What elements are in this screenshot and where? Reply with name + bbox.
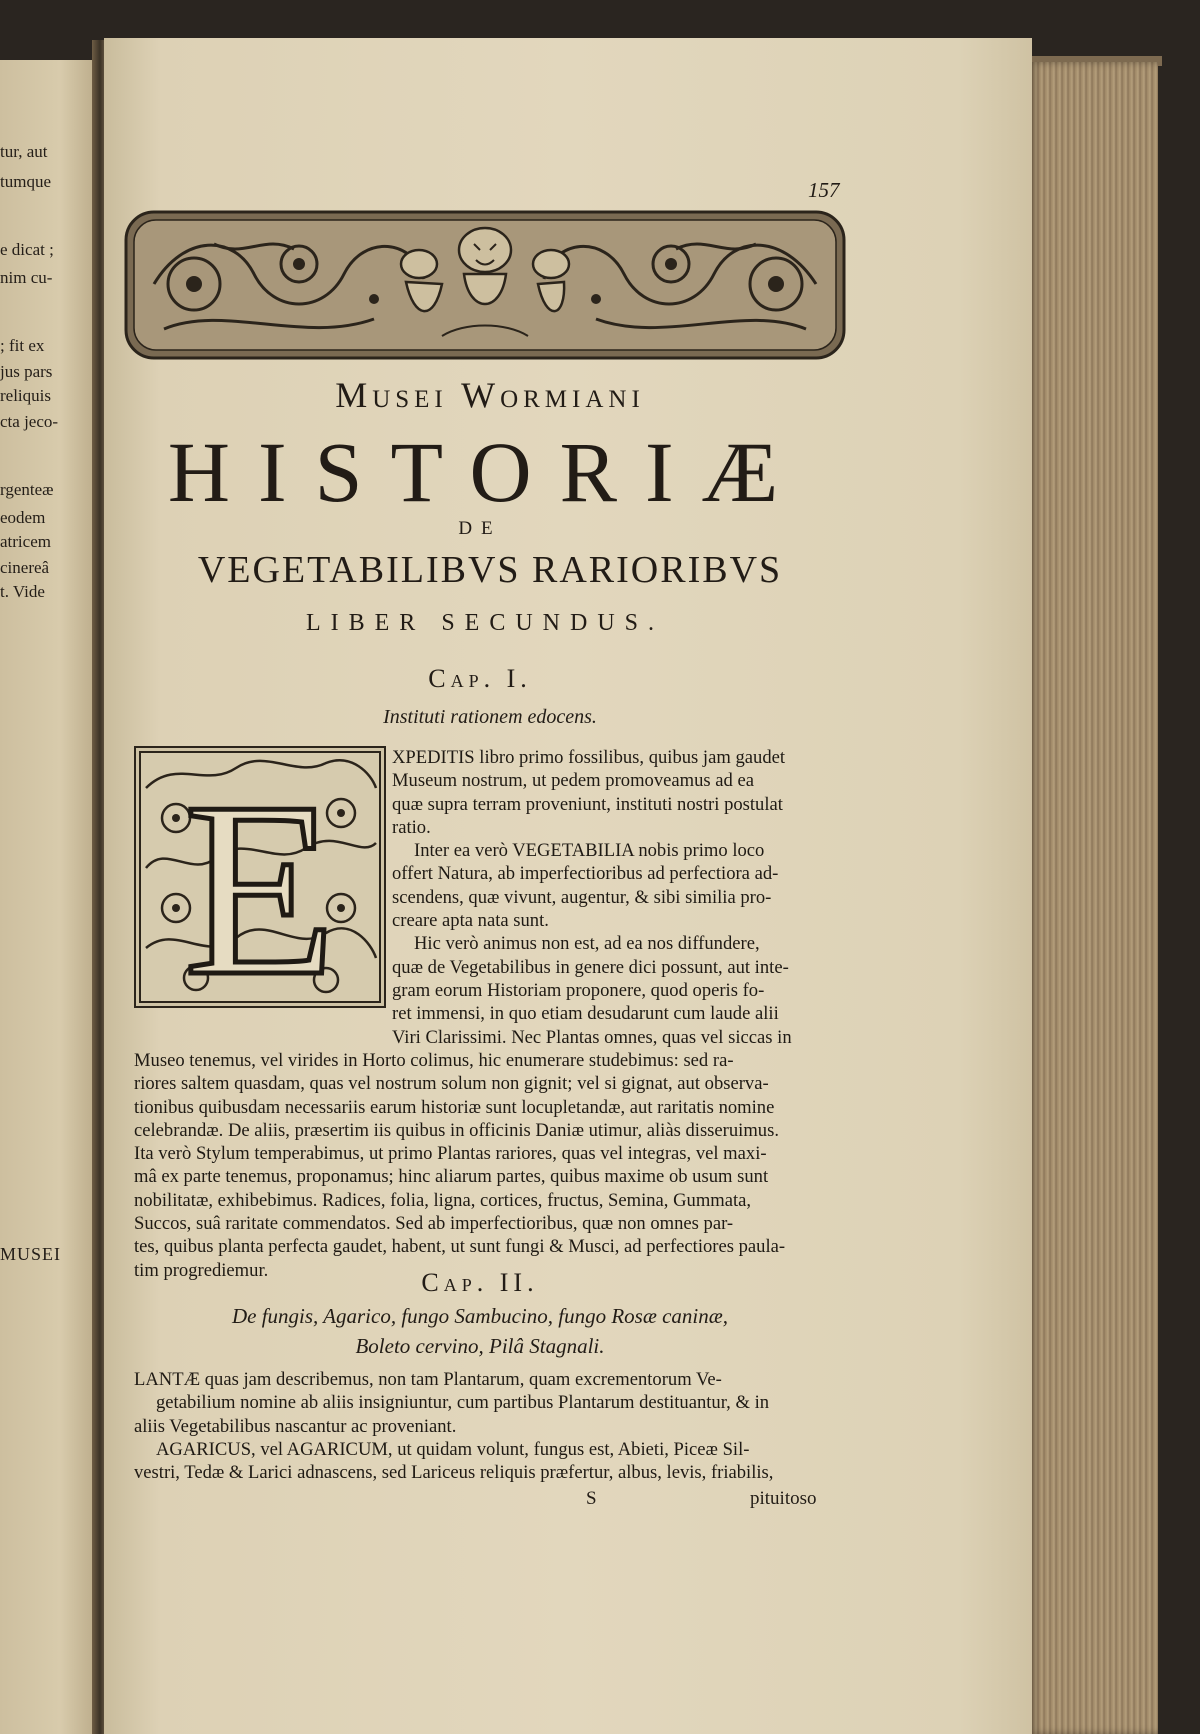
title-book: LIBER SECUNDUS. bbox=[305, 610, 665, 636]
signature-mark: S bbox=[586, 1488, 597, 1509]
left-page bbox=[0, 60, 100, 1734]
chapter2-subtitle-line1: De fungis, Agarico, fungo Sambucino, fungo Rosæ caninæ, bbox=[231, 1304, 728, 1328]
text-line: quæ supra terram proveniunt, instituti nostri postulat bbox=[392, 793, 783, 815]
text-line: getabilium nomine ab aliis insigniuntur, cum partibus Plantarum destituantur, & in bbox=[156, 1392, 770, 1414]
left-fragment: ; fit ex bbox=[0, 336, 45, 355]
text-line: ret immensi, in quo etiam desudarunt cum laude alii bbox=[392, 1003, 779, 1025]
left-fragment: t. Vide bbox=[0, 582, 45, 601]
text-line: creare apta nata sunt. bbox=[392, 910, 549, 932]
floral-initial-ornament-icon bbox=[136, 748, 384, 1006]
chapter2-subtitle-line2: Boleto cervino, Pilâ Stagnali. bbox=[355, 1334, 605, 1358]
text-line: AGARICUS, vel AGARICUM, ut quidam volunt, fungus est, Abieti, Piceæ Sil- bbox=[156, 1438, 750, 1460]
text-line: celebrandæ. De aliis, præsertim iis quibus in officinis Daniæ utimur, aliàs disseruimus. bbox=[134, 1119, 779, 1141]
left-fragment: cta jeco- bbox=[0, 412, 59, 431]
chapter1-subtitle: Instituti rationem edocens. bbox=[383, 706, 597, 728]
text-line: tes, quibus planta perfecta gaudet, habent, ut sunt fungi & Musci, ad perfectiores paula- bbox=[134, 1236, 786, 1258]
chapter1-body bbox=[134, 1049, 834, 1282]
text-line: offert Natura, ab imperfectioribus ad perfectiora ad- bbox=[392, 863, 779, 885]
left-fragment: tur, aut bbox=[0, 142, 48, 161]
title-de: DE bbox=[458, 518, 502, 539]
title-subject: VEGETABILIBVS RARIORIBVS bbox=[197, 549, 783, 591]
text-line: gram eorum Historiam proponere, quod operis fo- bbox=[392, 979, 765, 1001]
text-line: Museum nostrum, ut pedem promoveamus ad ea bbox=[392, 770, 754, 792]
page-block-edges bbox=[1028, 62, 1158, 1734]
left-fragment: eodem bbox=[0, 508, 46, 527]
text-line: nobilitatæ, exhibebimus. Radices, folia, ligna, cortices, fructus, Semina, Gummata, bbox=[134, 1189, 752, 1211]
left-fragment: atricem bbox=[0, 532, 51, 551]
text-line: Viri Clarissimi. Nec Plantas omnes, quas vel siccas in bbox=[392, 1026, 792, 1048]
text-line: Hic verò animus non est, ad ea nos diffundere, bbox=[414, 933, 760, 955]
left-fragment: nim cu- bbox=[0, 268, 53, 287]
ornamental-headpiece bbox=[124, 204, 846, 366]
text-line: Succos, suâ raritate commendatos. Sed ab imperfectioribus, quæ non omnes par- bbox=[134, 1213, 734, 1235]
headpiece-ornament-icon bbox=[124, 204, 846, 366]
text-line: tim progrediemur. bbox=[134, 1259, 269, 1281]
left-fragment: cinereâ bbox=[0, 558, 50, 577]
left-fragment: reliquis bbox=[0, 386, 51, 405]
text-line: Ita verò Stylum temperabimus, ut primo Plantas rariores, quas vel integras, vel maxi- bbox=[134, 1143, 767, 1165]
text-line: vestri, Tedæ & Larici adnascens, sed Lariceus reliquis præfertur, albus, levis, friabilis, bbox=[134, 1462, 774, 1484]
left-running-word: MUSEI bbox=[0, 1244, 62, 1264]
chapter1-heading: Cap. I. bbox=[428, 664, 532, 693]
chapter2-body bbox=[134, 1368, 834, 1484]
title-main: HISTORIÆ bbox=[167, 424, 807, 520]
left-fragment: tumque bbox=[0, 172, 51, 191]
text-line: aliis Vegetabilibus nascantur ac proveniant. bbox=[134, 1415, 457, 1437]
text-line: LANTÆ quas jam describemus, non tam Plantarum, quam excrementorum Ve- bbox=[134, 1369, 722, 1390]
text-line: tionibus quibusdam necessariis earum historiæ sunt locupletandæ, aut raritatis nomine bbox=[134, 1096, 775, 1118]
chapter2-heading: Cap. II. bbox=[421, 1268, 539, 1297]
title-line1: Musei Wormiani bbox=[335, 375, 645, 415]
left-fragment: e dicat ; bbox=[0, 240, 54, 259]
text-line: ratio. bbox=[392, 816, 431, 838]
left-fragment: rgenteæ bbox=[0, 480, 54, 499]
text-line: XPEDITIS libro primo fossilibus, quibus jam gaudet bbox=[392, 747, 786, 768]
dropcap-letter: E bbox=[183, 751, 337, 1006]
text-line: scendens, quæ vivunt, augentur, & sibi similia pro- bbox=[392, 886, 772, 908]
catchword: pituitoso bbox=[750, 1488, 817, 1509]
text-line: quæ de Vegetabilibus in genere dici possunt, aut inte- bbox=[392, 956, 789, 978]
text-line: riores saltem quasdam, quas vel nostrum solum non gignit; vel si gignat, aut observa- bbox=[134, 1073, 769, 1095]
left-fragment: jus pars bbox=[0, 362, 53, 381]
text-line: mâ ex parte tenemus, proponamus; hinc aliarum partes, quibus maxime ob usum sunt bbox=[134, 1166, 769, 1188]
text-line: Museo tenemus, vel virides in Horto colimus, hic enumerare studebimus: sed ra- bbox=[134, 1050, 734, 1071]
text-beside-initial bbox=[392, 746, 834, 1049]
page-number: 157 bbox=[808, 178, 840, 202]
text-line: Inter ea verò VEGETABILIA nobis primo loco bbox=[414, 840, 765, 862]
decorated-initial bbox=[134, 746, 386, 1008]
